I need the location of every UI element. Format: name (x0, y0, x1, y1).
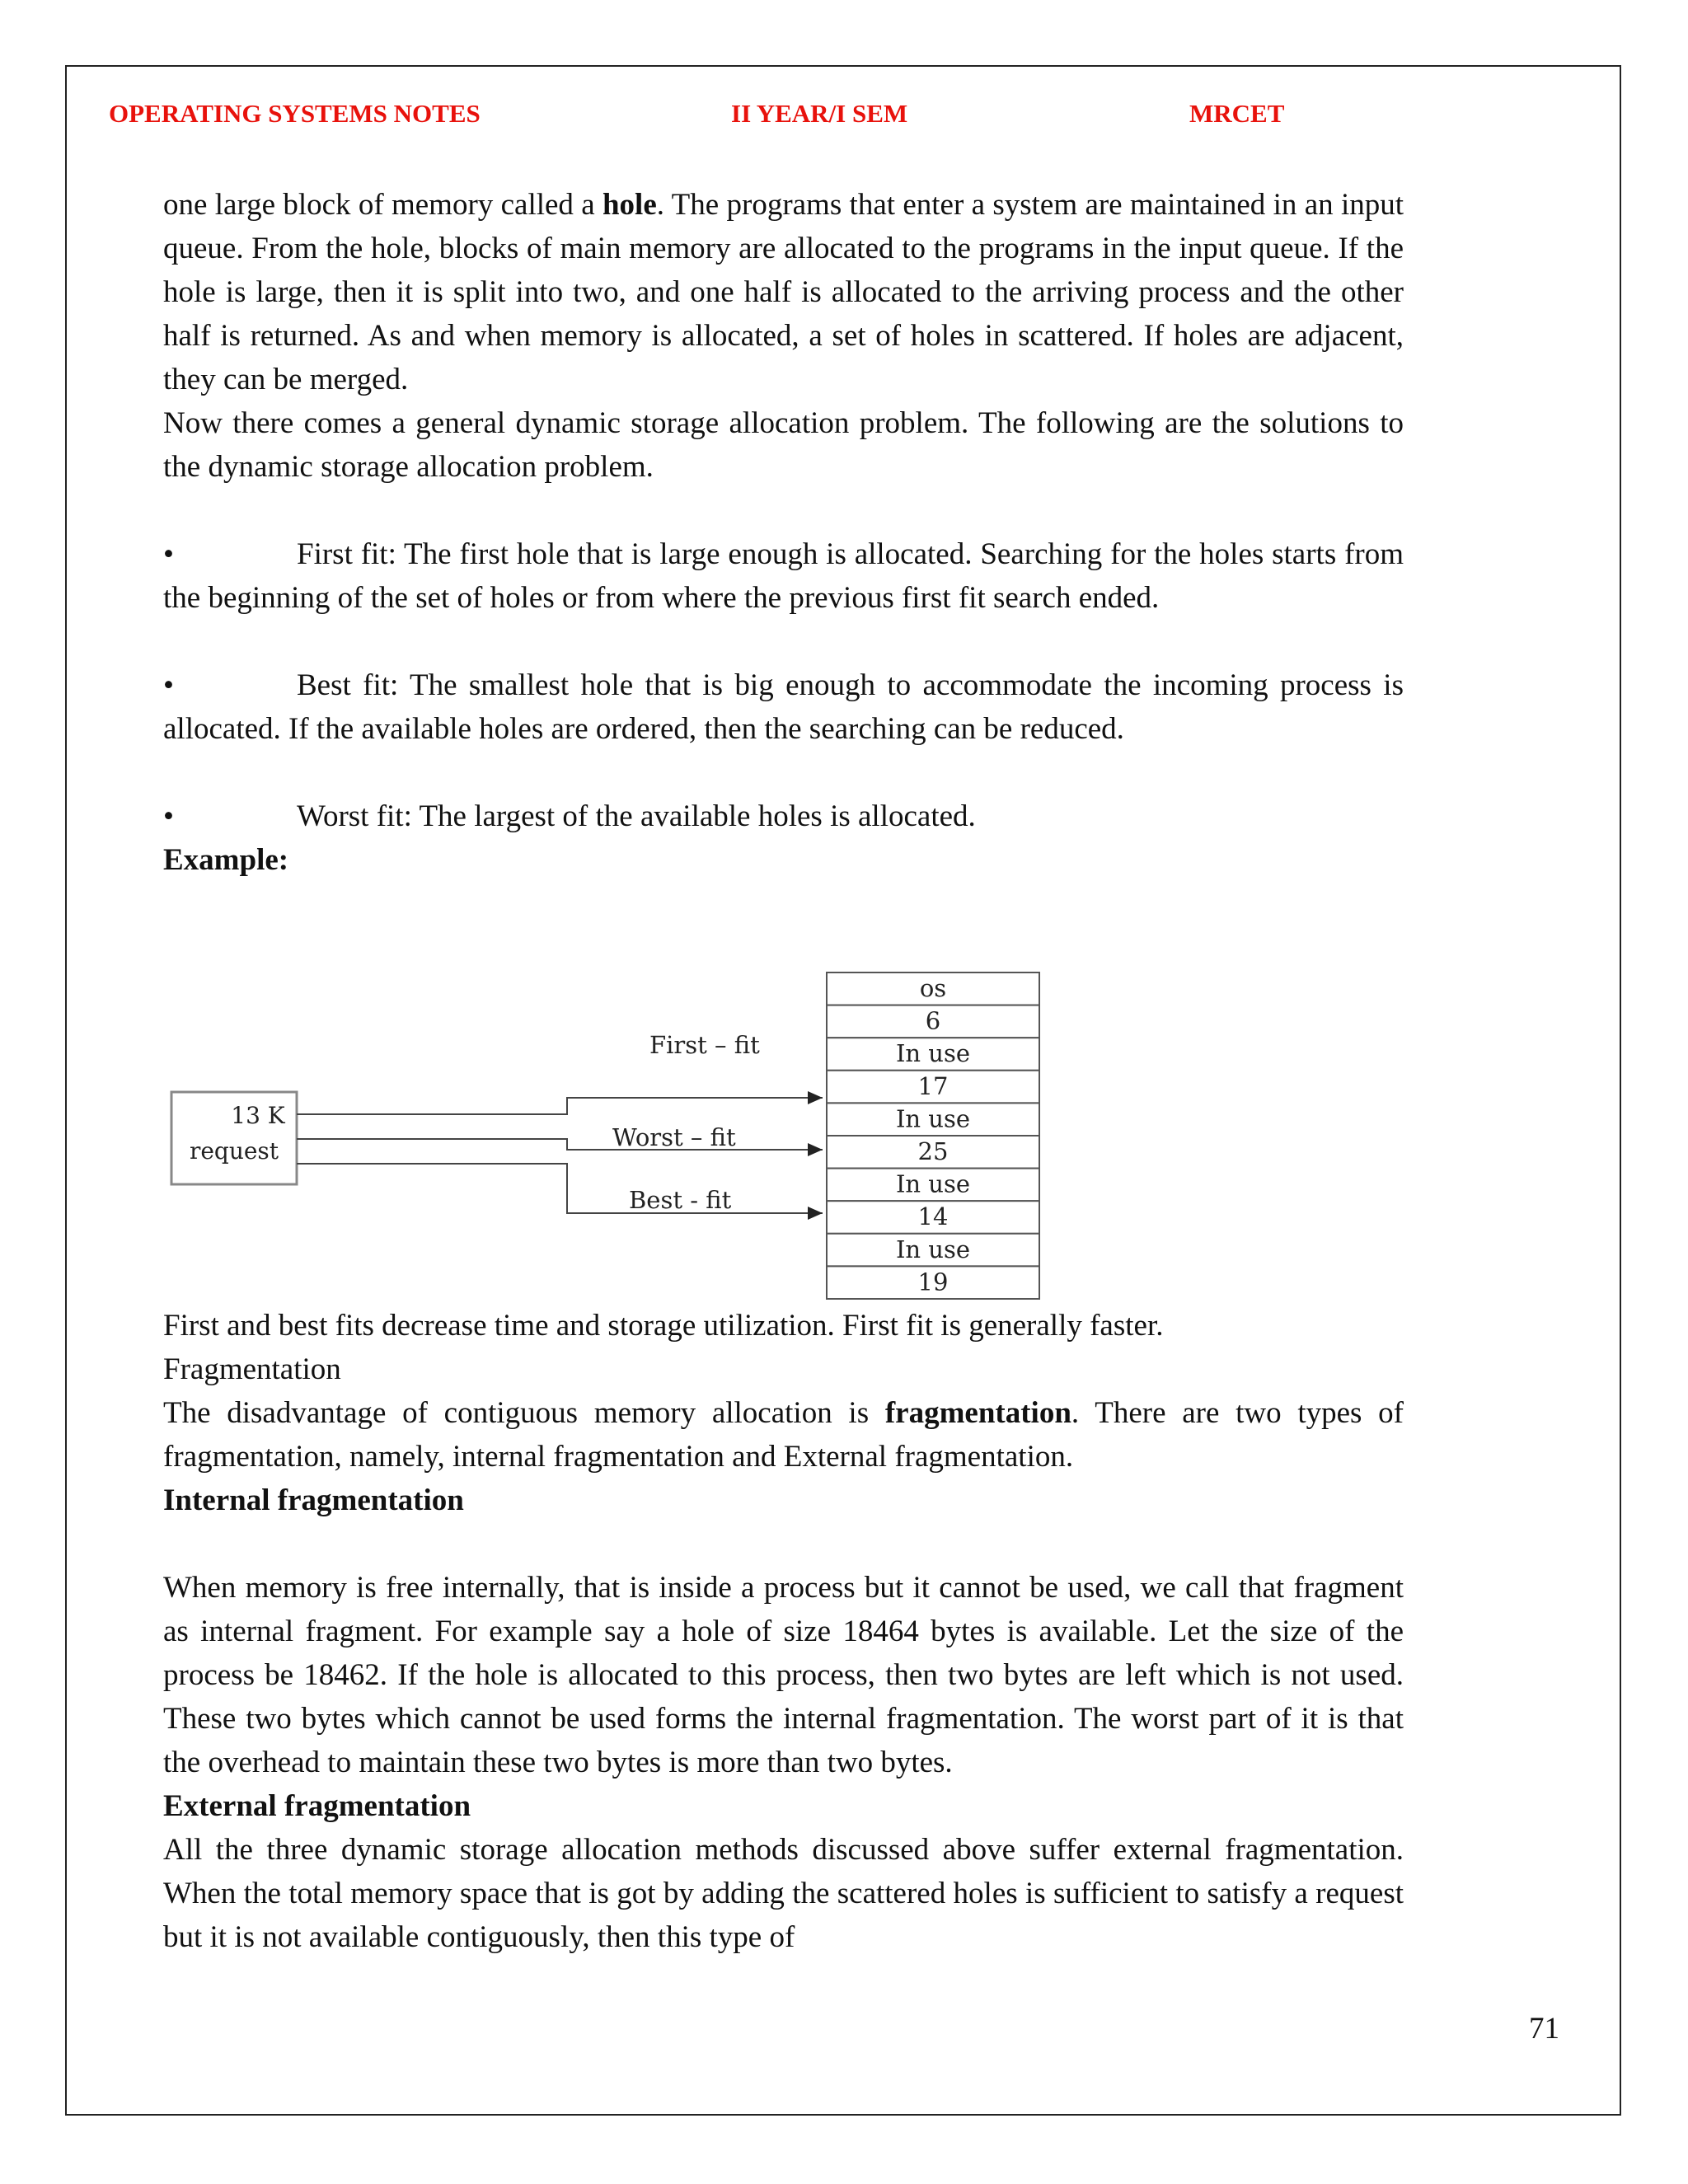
fragmentation-paragraph: The disadvantage of contiguous memory allocation is fragmentation. There are two types of fragmentation, namely, internal fragmentation and External fragmentation. (163, 1396, 1404, 1474)
memory-block-label: In use (895, 1104, 971, 1133)
bullet-best-fit: • Best fit: The smallest hole that is big enough to accommodate the incoming process is allocated. If the available holes are ordered, then the searching can be reduced. (163, 668, 1404, 746)
allocation-diagram (163, 964, 1053, 1310)
internal-paragraph: When memory is free internally, that is inside a process but it cannot be used, we call that fragment as internal fragment. For example say a hole of size 18464 bytes is available. Let the size of the process be 18462. If the hole is allocated to this process, then two bytes are left which is not used. These two bytes which cannot be used forms the internal fragmentation. The worst part of it is that the overhead to maintain these two bytes is more than two bytes. (163, 1571, 1404, 1779)
memory-block-label: os (919, 974, 947, 1002)
request-size: 13 K (231, 1102, 285, 1129)
problem-paragraph: Now there comes a general dynamic storage allocation problem. The following are the solutions to the dynamic storage allocation problem. (163, 406, 1404, 484)
header-college: MRCET (1189, 99, 1285, 128)
external-heading: External fragmentation (163, 1789, 471, 1823)
best-fit-connector (297, 1164, 823, 1213)
memory-block-label: In use (895, 1235, 971, 1263)
internal-heading: Internal fragmentation (163, 1483, 464, 1517)
intro-paragraph: one large block of memory called a hole. The programs that enter a system are maintained in an input queue. From the hole, blocks of main memory are allocated to the programs in the input queue. If the hole is large, then it is split into two, and one half is allocated to the arriving process and the other half is returned. As and when memory is allocated, a set of holes in scattered. If holes are adjacent, they can be merged. (163, 188, 1404, 396)
utilization-line: First and best fits decrease time and storage utilization. First fit is generally faster. (163, 1309, 1164, 1343)
memory-block-label: In use (895, 1039, 971, 1068)
bullet-worst-fit: • Worst fit: The largest of the available holes is allocated. (163, 799, 976, 833)
external-paragraph: All the three dynamic storage allocation methods discussed above suffer external fragmentation. When the total memory space that is got by adding the scattered holes is sufficient to satisfy a request but it is not available contiguously, then this type of (163, 1833, 1404, 1954)
first-fit-label: First – fit (649, 1031, 760, 1059)
header-year: II YEAR/I SEM (731, 99, 908, 128)
request-label: request (189, 1137, 279, 1165)
memory-block-label: 14 (917, 1202, 949, 1231)
worst-fit-label: Worst – fit (612, 1123, 736, 1151)
bottom-section (163, 1304, 1404, 1959)
header-title: OPERATING SYSTEMS NOTES (109, 99, 481, 128)
memory-block-label: 6 (925, 1006, 941, 1035)
example-heading: Example: (163, 843, 289, 877)
memory-block-label: 25 (917, 1137, 949, 1165)
bullet-first-fit: • First fit: The first hole that is large enough is allocated. Searching for the holes starts from the beginning of the set of holes or from where the previous first fit search ended. (163, 537, 1404, 615)
memory-block-label: 17 (917, 1071, 949, 1100)
first-fit-connector (297, 1098, 823, 1114)
page-number: 71 (1529, 2012, 1559, 2046)
memory-block-label: In use (895, 1169, 971, 1198)
memory-block-label: 19 (917, 1268, 949, 1296)
top-section (163, 183, 1404, 882)
best-fit-label: Best - fit (629, 1186, 732, 1214)
worst-fit-connector (297, 1139, 823, 1150)
memory-column (827, 972, 1039, 1299)
fragmentation-label: Fragmentation (163, 1352, 341, 1386)
